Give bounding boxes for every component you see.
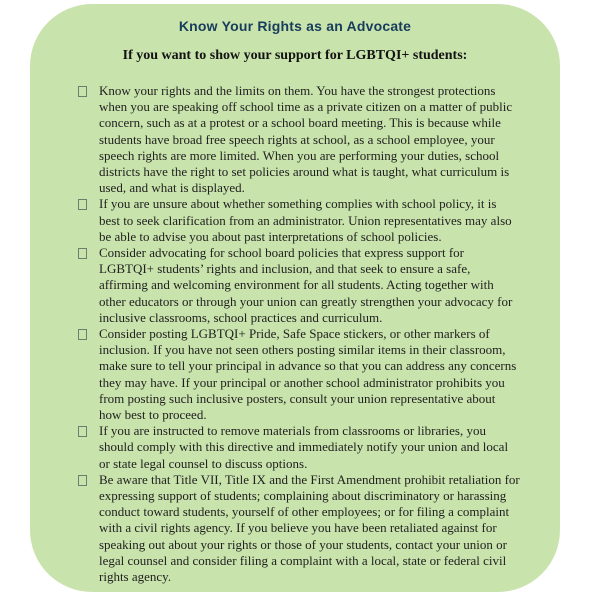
list-item [78, 83, 520, 196]
list-item [78, 196, 520, 245]
list-item-text: If you are instructed to remove materials from classrooms or libraries, you should comply with this directive and immediately notify your union and local or state legal counsel to discuss options. [99, 423, 509, 471]
empty-checkbox-icon [78, 329, 87, 340]
list-item-text: If you are unsure about whether something complies with school policy, it is best to seek clarification from an administrator. Union representatives may also be able to advise you about past interpretations of school policies. [99, 196, 512, 244]
advocate-rights-card [30, 4, 560, 592]
empty-checkbox-icon [78, 248, 87, 259]
page-title: Know Your Rights as an Advocate [178, 18, 412, 34]
empty-checkbox-icon [78, 199, 87, 210]
list-item [78, 245, 520, 326]
empty-checkbox-icon [78, 426, 87, 437]
list-item [78, 423, 520, 472]
list-item-text: Know your rights and the limits on them. You have the strongest protections when you are speaking off school time as a private citizen on a matter of public concern, such as at a protest or a school board meeting. This is because while students have broad free speech rights at school, as a school employee, your speech rights are more limited. When you are performing your duties, school districts have the right to set policies around what is taught, what curriculum is used, and what is displayed. [99, 83, 513, 196]
list-item-text: Consider advocating for school board policies that express support for LGBTQI+ students’ rights and inclusion, and that seek to ensure a safe, affirming and welcoming environment for all students. Acting together with other educators or through your union can greatly strengthen your advocacy for inclusive classrooms, school practices and curriculum. [99, 245, 513, 325]
list-item-text: Be aware that Title VII, Title IX and the First Amendment prohibit retaliation for expressing support of students; complaining about discriminatory or harassing conduct toward students, yourself of other employees; or for filing a complaint with a civil rights agency. If you believe you have been retaliated against for speaking out about your rights or those of your students, contact your union or legal counsel and consider filing a complaint with a local, state or federal civil rights agency. [99, 471, 520, 585]
list-item [78, 472, 520, 585]
page-subtitle: If you want to show your support for LGBTQI+ students: [122, 48, 468, 63]
list-item [78, 326, 520, 423]
rights-list [30, 83, 560, 585]
empty-checkbox-icon [78, 86, 87, 97]
list-item-text: Consider posting LGBTQI+ Pride, Safe Space stickers, or other markers of inclusion. If you have not seen others posting similar items in their classroom, make sure to tell your principal in advance so that you can address any concerns they may have. If your principal or another school administrator prohibits you from posting such inclusive posters, consult your union representative about how best to proceed. [99, 326, 517, 423]
empty-checkbox-icon [78, 475, 87, 486]
